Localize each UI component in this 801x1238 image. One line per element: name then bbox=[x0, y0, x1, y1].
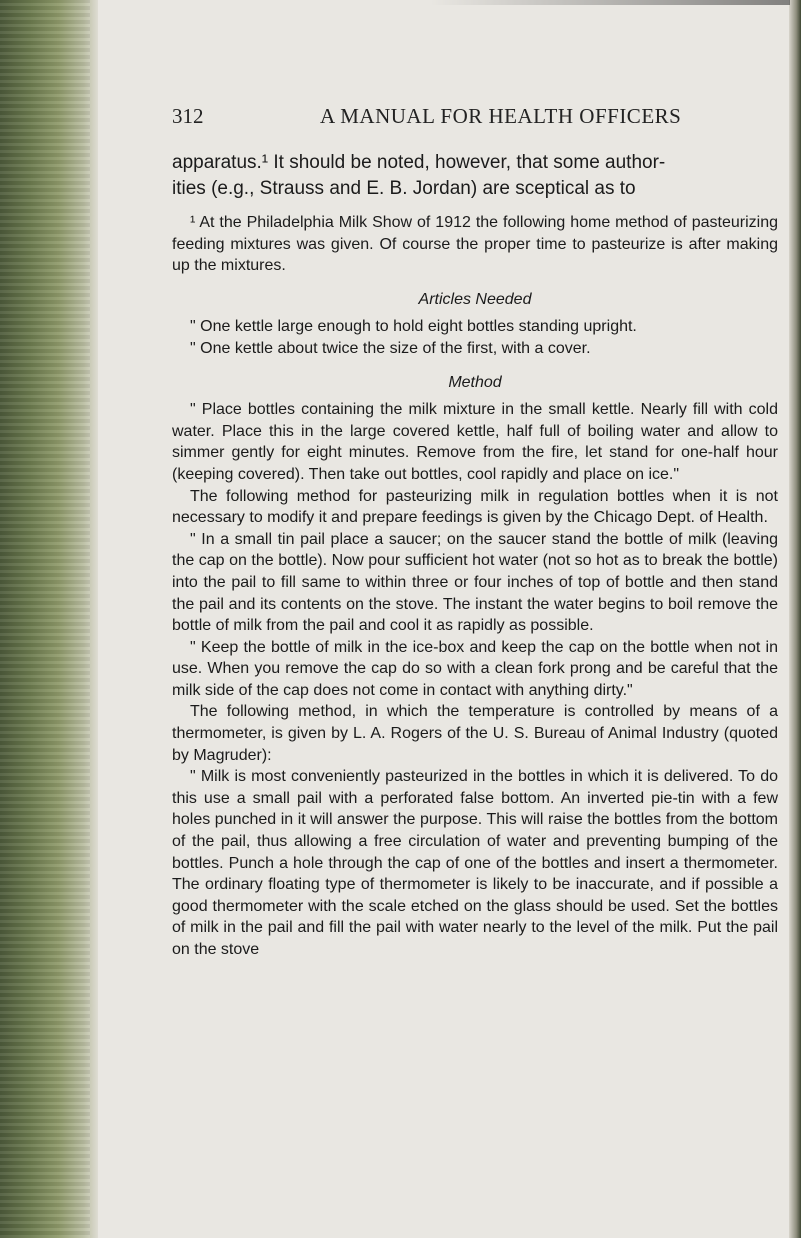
main-text bbox=[172, 150, 778, 202]
footnote-intro: ¹ At the Philadelphia Milk Show of 1912 the following home method of pasteurizing feeding mixtures was given. Of course the proper time to pasteurize is after making up the mixtures. bbox=[172, 214, 778, 275]
main-text-line: apparatus.¹ It should be noted, however, that some author- bbox=[172, 152, 666, 173]
article-item: " One kettle large enough to hold eight bottles standing upright. bbox=[190, 318, 637, 336]
method-paragraph: " Place bottles containing the milk mixture in the small kettle. Nearly fill with cold water. Place this in the large covered kettle, half full of boiling water and allow to simmer gently for eight minutes. Remove from the fire, let stand for one-half hour (keeping covered). Then take out bottles, cool rapidly and place on ice." bbox=[172, 401, 778, 483]
footnote bbox=[172, 212, 778, 961]
method-paragraph: The following method for pasteurizing milk in regulation bottles when it is not necessary to modify it and prepare feedings is given by the Chicago Dept. of Health. bbox=[172, 487, 778, 527]
running-head-title: A MANUAL FOR HEALTH OFFICERS bbox=[320, 104, 682, 128]
method-paragraph: " In a small tin pail place a saucer; on the saucer stand the bottle of milk (leaving the cap on the bottle). Now pour sufficient hot water (not so hot as to break the bottle) into the pail to fill same to within three or four inches of top of bottle and then stand the pail and its contents on the stove. The instant the water begins to boil remove the bottle of milk from the pail and cool it as rapidly as possible. bbox=[172, 530, 778, 635]
page-number: 312 bbox=[172, 104, 204, 128]
method-paragraph: " Keep the bottle of milk in the ice-box and keep the cap on the bottle when not in use. When you remove the cap do so with a clean fork prong and be careful that the milk side of the cap does not come in contact with anything dirty." bbox=[172, 638, 778, 699]
main-text-line: ities (e.g., Strauss and E. B. Jordan) are sceptical as to bbox=[172, 178, 636, 199]
method-heading: Method bbox=[448, 373, 502, 391]
running-head bbox=[172, 100, 778, 130]
article-item: " One kettle about twice the size of the first, with a cover. bbox=[190, 339, 591, 357]
binding-texture bbox=[0, 0, 90, 1238]
method-paragraph: " Milk is most conveniently pasteurized in the bottles in which it is delivered. To do this use a small pail with a perforated false bottom. An inverted pie-tin with a few holes punched in it will answer the purpose. This will raise the bottles from the bottom of the pail, thus allowing a free circulation of water and preventing bumping of the bottles. Punch a hole through the cap of one of the bottles and insert a thermometer. The ordinary floating type of thermometer is likely to be inaccurate, and if possible a good thermometer with the scale etched on the glass should be used. Set the bottles of milk in the pail and fill the pail with water nearly to the level of the milk. Put the pail on the stove bbox=[172, 768, 778, 958]
method-paragraph: The following method, in which the temperature is controlled by means of a thermometer, is given by L. A. Rogers of the U. S. Bureau of Animal Industry (quoted by Magruder): bbox=[172, 703, 778, 764]
articles-heading: Articles Needed bbox=[418, 290, 532, 308]
top-edge-shadow bbox=[430, 0, 790, 5]
page-edge-shadow bbox=[789, 0, 801, 1238]
